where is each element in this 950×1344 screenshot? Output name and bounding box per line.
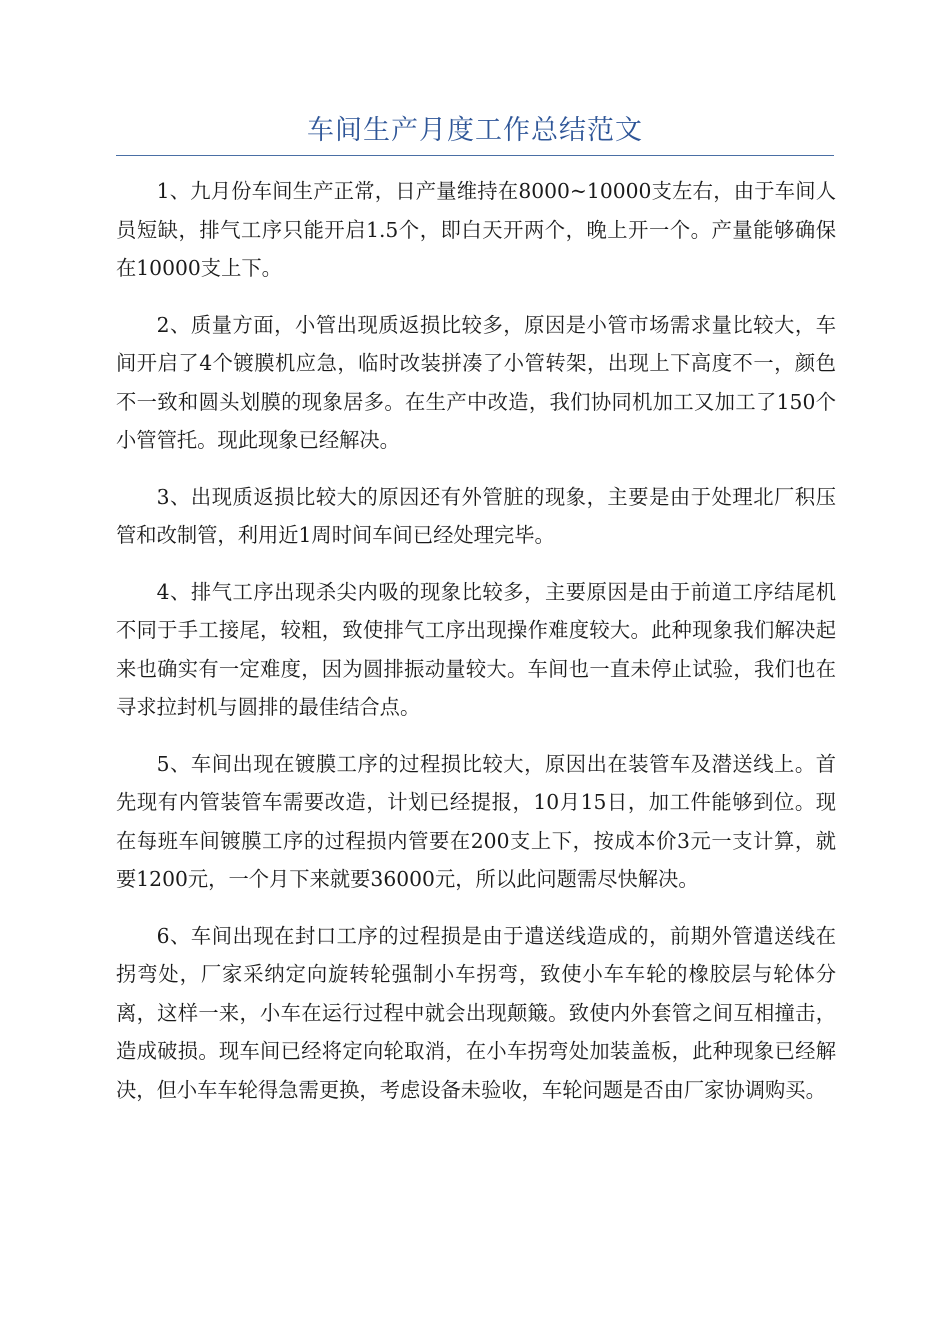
title-block xyxy=(116,108,834,156)
document-body xyxy=(116,172,836,1127)
paragraph-5: 5、车间出现在镀膜工序的过程损比较大，原因出在装管车及潜送线上。首先现有内管装管车需要改造，计划已经提报，10月15日，加工件能够到位。现在每班车间镀膜工序的过程损内管要在200支上下，按成本价3元一支计算，就要1200元，一个月下来就要36000元，所以此问题需尽快解决。 xyxy=(116,751,836,891)
paragraph-1: 1、九月份车间生产正常，日产量维持在8000~10000支左右，由于车间人员短缺，排气工序只能开启1.5个，即白天开两个，晚上开一个。产量能够确保在10000支上下。 xyxy=(116,179,836,280)
paragraph-6: 6、车间出现在封口工序的过程损是由于遣送线造成的，前期外管遣送线在拐弯处，厂家采纳定向旋转轮强制小车拐弯，致使小车车轮的橡胶层与轮体分离，这样一来，小车在运行过程中就会出现颠簸。致使内外套管之间互相撞击，造成破损。现车间已经将定向轮取消，在小车拐弯处加装盖板，此种现象已经解决，但小车车轮得急需更换，考虑设备未验收，车轮问题是否由厂家协调购买。 xyxy=(116,923,836,1102)
paragraph-2: 2、质量方面，小管出现质返损比较多，原因是小管市场需求量比较大，车间开启了4个镀膜机应急，临时改装拼凑了小管转架，出现上下高度不一，颜色不一致和圆头划膜的现象居多。在生产中改造，我们协同机加工又加工了150个小管管托。现此现象已经解决。 xyxy=(116,312,836,452)
document-title: 车间生产月度工作总结范文 xyxy=(307,115,643,146)
paragraph-3: 3、出现质返损比较大的原因还有外管脏的现象，主要是由于处理北厂积压管和改制管，利用近1周时间车间已经处理完毕。 xyxy=(116,484,836,547)
paragraph-4: 4、排气工序出现杀尖内吸的现象比较多，主要原因是由于前道工序结尾机不同于手工接尾，较粗，致使排气工序出现操作难度较大。此种现象我们解决起来也确实有一定难度，因为圆排振动量较大。车间也一直未停止试验，我们也在寻求拉封机与圆排的最佳结合点。 xyxy=(116,579,836,719)
